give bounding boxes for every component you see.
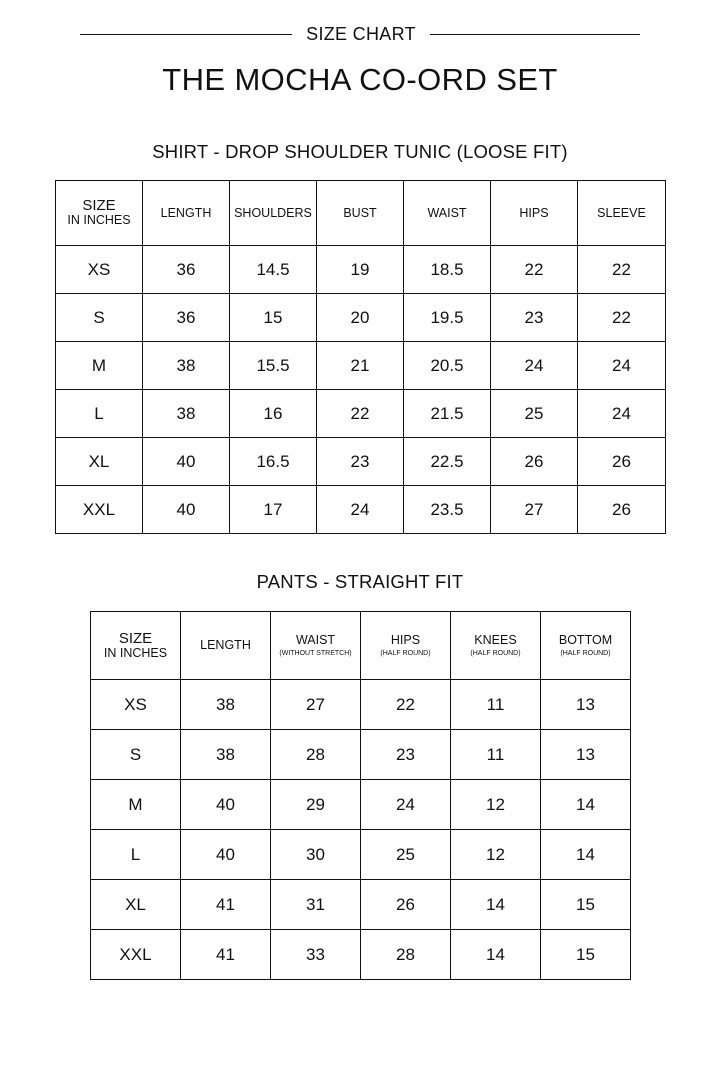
- value-cell: 20.5: [404, 342, 491, 390]
- table-row: [91, 880, 631, 930]
- column-header: [361, 612, 451, 680]
- value-cell: 26: [578, 438, 666, 486]
- size-cell: M: [91, 780, 181, 830]
- value-cell: 13: [541, 680, 631, 730]
- value-cell: 29: [271, 780, 361, 830]
- value-cell: 21: [317, 342, 404, 390]
- value-cell: 26: [361, 880, 451, 930]
- value-cell: 24: [578, 390, 666, 438]
- value-cell: 40: [143, 486, 230, 534]
- value-cell: 24: [361, 780, 451, 830]
- pants-section-title: PANTS - STRAIGHT FIT: [256, 571, 464, 592]
- value-cell: 36: [143, 246, 230, 294]
- column-header: [541, 612, 631, 680]
- size-header-main: SIZE: [82, 197, 116, 214]
- size-cell: XXL: [91, 930, 181, 980]
- value-cell: 16: [230, 390, 317, 438]
- value-cell: 23: [361, 730, 451, 780]
- value-cell: 36: [143, 294, 230, 342]
- column-header-main: KNEES: [474, 633, 517, 647]
- shirt-section-title: SHIRT - DROP SHOULDER TUNIC (LOOSE FIT): [152, 141, 568, 162]
- value-cell: 41: [181, 930, 271, 980]
- table-row: [91, 830, 631, 880]
- table-row: [56, 438, 666, 486]
- value-cell: 12: [451, 780, 541, 830]
- size-header-main: SIZE: [118, 629, 153, 647]
- value-cell: 22.5: [404, 438, 491, 486]
- value-cell: 14: [451, 930, 541, 980]
- value-cell: 22: [491, 246, 578, 294]
- value-cell: 18.5: [404, 246, 491, 294]
- size-cell: XS: [56, 246, 143, 294]
- value-cell: 15: [541, 930, 631, 980]
- column-header-sub: (WITHOUT STRETCH): [279, 650, 352, 657]
- value-cell: 22: [578, 246, 666, 294]
- value-cell: 25: [361, 830, 451, 880]
- table-row: [56, 390, 666, 438]
- value-cell: 24: [491, 342, 578, 390]
- value-cell: 15: [541, 880, 631, 930]
- shirt-size-table: [55, 180, 666, 534]
- value-cell: 14: [541, 830, 631, 880]
- size-cell: S: [56, 294, 143, 342]
- pants-header-row: [91, 612, 631, 680]
- value-cell: 14: [451, 880, 541, 930]
- column-header-sub: (HALF ROUND): [470, 650, 521, 657]
- size-chart-header: [0, 22, 720, 50]
- value-cell: 28: [361, 930, 451, 980]
- size-header-sub: IN INCHES: [103, 645, 168, 660]
- value-cell: 41: [181, 880, 271, 930]
- column-header-main: BOTTOM: [558, 633, 613, 647]
- value-cell: 17: [230, 486, 317, 534]
- value-cell: 33: [271, 930, 361, 980]
- value-cell: 27: [271, 680, 361, 730]
- column-header: SLEEVE: [578, 181, 666, 246]
- value-cell: 20: [317, 294, 404, 342]
- shirt-header-row: [56, 181, 666, 246]
- value-cell: 40: [143, 438, 230, 486]
- value-cell: 19: [317, 246, 404, 294]
- size-cell: M: [56, 342, 143, 390]
- column-header-main: LENGTH: [200, 638, 251, 652]
- header-rule-left: [80, 34, 292, 35]
- value-cell: 31: [271, 880, 361, 930]
- value-cell: 14.5: [230, 246, 317, 294]
- column-header: [181, 612, 271, 680]
- shirt-size-header: [56, 181, 143, 246]
- value-cell: 26: [491, 438, 578, 486]
- value-cell: 12: [451, 830, 541, 880]
- value-cell: 23: [317, 438, 404, 486]
- value-cell: 27: [491, 486, 578, 534]
- size-cell: XL: [91, 880, 181, 930]
- size-cell: L: [56, 390, 143, 438]
- value-cell: 24: [317, 486, 404, 534]
- column-header: HIPS: [491, 181, 578, 246]
- table-row: [91, 930, 631, 980]
- value-cell: 40: [181, 780, 271, 830]
- value-cell: 38: [143, 390, 230, 438]
- value-cell: 11: [451, 680, 541, 730]
- column-header-sub: (HALF ROUND): [380, 650, 431, 657]
- value-cell: 16.5: [230, 438, 317, 486]
- value-cell: 19.5: [404, 294, 491, 342]
- table-row: [56, 246, 666, 294]
- column-header: SHOULDERS: [230, 181, 317, 246]
- size-header-sub: IN INCHES: [67, 213, 131, 227]
- value-cell: 38: [143, 342, 230, 390]
- value-cell: 24: [578, 342, 666, 390]
- column-header-sub: (HALF ROUND): [560, 650, 611, 657]
- value-cell: 11: [451, 730, 541, 780]
- size-cell: L: [91, 830, 181, 880]
- value-cell: 23.5: [404, 486, 491, 534]
- size-cell: S: [91, 730, 181, 780]
- column-header: [271, 612, 361, 680]
- value-cell: 22: [361, 680, 451, 730]
- table-row: [56, 294, 666, 342]
- value-cell: 14: [541, 780, 631, 830]
- value-cell: 15: [230, 294, 317, 342]
- column-header: WAIST: [404, 181, 491, 246]
- value-cell: 22: [317, 390, 404, 438]
- pants-size-table: [90, 611, 631, 980]
- value-cell: 26: [578, 486, 666, 534]
- header-rule-right: [430, 34, 640, 35]
- column-header-main: HIPS: [390, 633, 421, 647]
- size-cell: XXL: [56, 486, 143, 534]
- size-cell: XS: [91, 680, 181, 730]
- column-header: BUST: [317, 181, 404, 246]
- value-cell: 15.5: [230, 342, 317, 390]
- column-header: [451, 612, 541, 680]
- table-row: [91, 780, 631, 830]
- table-row: [56, 486, 666, 534]
- page-title: THE MOCHA CO-ORD SET: [162, 62, 558, 97]
- value-cell: 28: [271, 730, 361, 780]
- table-row: [91, 680, 631, 730]
- table-row: [56, 342, 666, 390]
- value-cell: 38: [181, 730, 271, 780]
- pants-size-header: [91, 612, 181, 680]
- value-cell: 13: [541, 730, 631, 780]
- value-cell: 38: [181, 680, 271, 730]
- value-cell: 22: [578, 294, 666, 342]
- value-cell: 23: [491, 294, 578, 342]
- value-cell: 30: [271, 830, 361, 880]
- value-cell: 25: [491, 390, 578, 438]
- column-header-main: WAIST: [295, 633, 336, 647]
- size-cell: XL: [56, 438, 143, 486]
- table-row: [91, 730, 631, 780]
- column-header: LENGTH: [143, 181, 230, 246]
- value-cell: 21.5: [404, 390, 491, 438]
- value-cell: 40: [181, 830, 271, 880]
- size-chart-label: SIZE CHART: [306, 24, 416, 44]
